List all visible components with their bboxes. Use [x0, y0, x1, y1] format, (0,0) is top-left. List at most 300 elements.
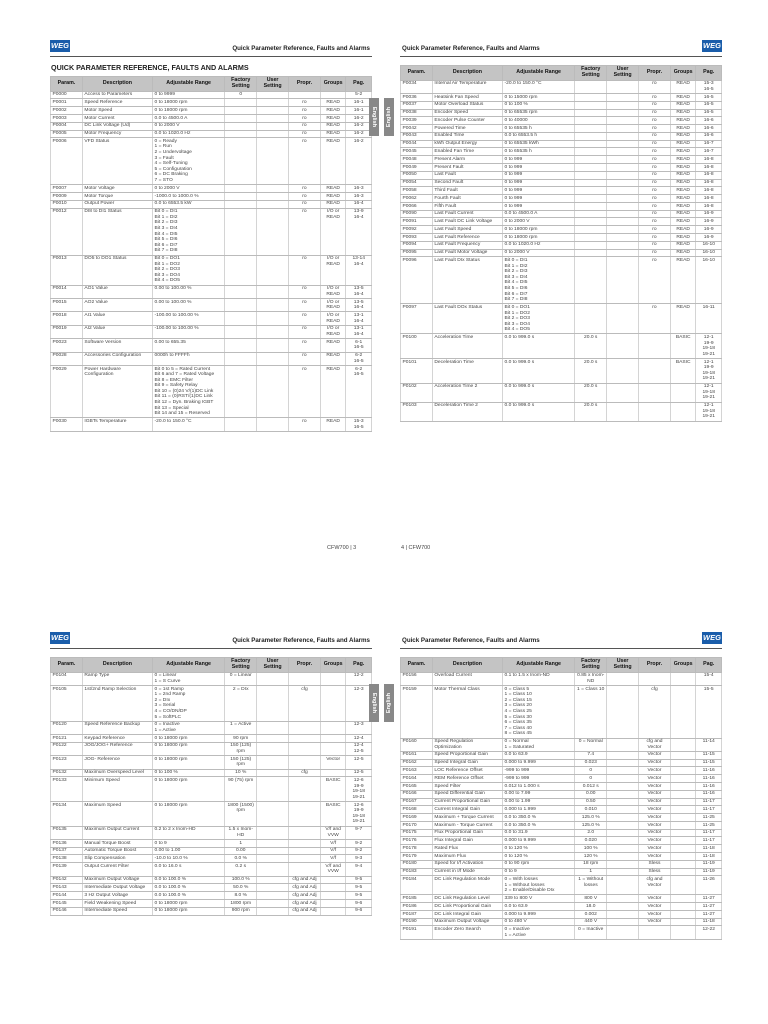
groups-cell: READ [670, 234, 696, 242]
factory-setting-cell: 0 = Inactive [575, 926, 607, 939]
property-cell: ro [289, 99, 321, 107]
param-cell: P0048 [401, 156, 433, 164]
factory-setting-cell [575, 195, 607, 203]
table-row [51, 138, 372, 185]
groups-cell: BASIC [670, 359, 696, 384]
page-ref-cell: 16-3 [346, 185, 372, 193]
factory-setting-cell: 440 V [575, 918, 607, 926]
parameter-table [50, 657, 372, 916]
range-cell: 0 to 9 [153, 839, 225, 847]
range-cell: 0 to 18000 rpm [153, 777, 225, 802]
page-ref-cell: 11-18 [696, 845, 722, 853]
param-cell: P0007 [51, 185, 83, 193]
description-cell: DO5 to DO1 Status [82, 255, 152, 285]
factory-setting-cell [575, 226, 607, 234]
user-setting-cell [257, 892, 289, 900]
table-row [51, 299, 372, 312]
description-cell: Output Power [82, 200, 152, 208]
page-ref-cell: 13-9 16-4 [346, 208, 372, 255]
param-cell: P0039 [401, 117, 433, 125]
description-cell: Deceleration Time 2 [432, 402, 502, 421]
property-cell [639, 359, 671, 384]
column-header: Description [82, 658, 152, 673]
table-row [401, 775, 722, 783]
description-cell: IGBTs Temperature [82, 418, 152, 431]
factory-setting-cell [225, 208, 257, 255]
page-ref-cell: 12-3 [346, 721, 372, 734]
param-cell: P0014 [51, 285, 83, 298]
factory-setting-cell: 2.0 [575, 829, 607, 837]
user-setting-cell [607, 790, 639, 798]
description-cell: Encoder Zero Search [432, 926, 502, 939]
param-cell: P0164 [401, 775, 433, 783]
range-cell: -20.0 to 150.0 °C [153, 418, 225, 431]
column-header: Propr. [289, 658, 321, 673]
property-cell: cfg and Vector [639, 738, 671, 751]
factory-setting-cell: 0 = Normal [575, 738, 607, 751]
param-cell: P0028 [51, 352, 83, 365]
factory-setting-cell: 90 rpm [225, 735, 257, 743]
groups-cell: READ [320, 200, 346, 208]
factory-setting-cell: 0.00 [225, 847, 257, 855]
page-ref-cell: 16-2 [346, 130, 372, 138]
english-tab-left [369, 684, 379, 722]
user-setting-cell [257, 312, 289, 325]
user-setting-cell [607, 845, 639, 853]
factory-setting-cell [225, 193, 257, 201]
table-row [51, 365, 372, 418]
table-row [401, 845, 722, 853]
description-cell: Present Alarm [432, 156, 502, 164]
property-cell [289, 672, 321, 685]
page-ref-cell: 16-3 [346, 193, 372, 201]
param-cell: P0105 [51, 685, 83, 721]
page-ref-cell: 11-18 [696, 918, 722, 926]
description-cell: Overload Current [432, 672, 502, 685]
property-cell: cfg [289, 769, 321, 777]
property-cell: Vector [639, 806, 671, 814]
groups-cell: READ [320, 99, 346, 107]
property-cell: ro [289, 114, 321, 122]
factory-setting-cell: 0.010 [575, 806, 607, 814]
table-row [51, 892, 372, 900]
user-setting-cell [257, 855, 289, 863]
user-setting-cell [607, 910, 639, 918]
user-setting-cell [607, 187, 639, 195]
parameter-table [400, 657, 722, 940]
description-cell: Maximum Overspeed Level [82, 769, 152, 777]
factory-setting-cell [575, 156, 607, 164]
user-setting-cell [607, 806, 639, 814]
range-cell: Bit 0 to 5 = Rated Current Bit 6 and 7 = Rated Voltage Bit 8 = EMC Filter Bit 9 = Safety Relay Bit 10 = (0)24 V/(1)DC Link Bit 11 = (0)RST/(1)DC Link Bit 12 = Dyn. Braking IGBT Bit 13 = Special Bit 14 and 15 = Reserved [153, 365, 225, 418]
table-row [401, 241, 722, 249]
description-cell: Maximum Speed [82, 801, 152, 826]
user-setting-cell [257, 91, 289, 99]
property-cell: ro [639, 125, 671, 133]
column-header: Factory Setting [575, 66, 607, 81]
page-ref-cell: 9-7 [346, 826, 372, 839]
property-cell: ro [639, 164, 671, 172]
param-cell: P0123 [51, 756, 83, 769]
groups-cell [670, 868, 696, 876]
factory-setting-cell: 0.012 s [575, 783, 607, 791]
manual-page-4 [400, 40, 722, 422]
groups-cell [670, 759, 696, 767]
groups-cell [670, 775, 696, 783]
groups-cell [670, 672, 696, 685]
range-cell: 0 to 480 V [503, 918, 575, 926]
description-cell: Power Hardware Configuration [82, 365, 152, 418]
description-cell: Accessories Configuration [82, 352, 152, 365]
user-setting-cell [607, 821, 639, 829]
param-cell: P0038 [401, 109, 433, 117]
page-ref-cell: 16-7 [696, 148, 722, 156]
description-cell: Motor Current [82, 114, 152, 122]
range-cell: -100.00 to 100.00 % [153, 325, 225, 338]
groups-cell [670, 790, 696, 798]
range-cell: 0 = Normal 1 = Saturated [503, 738, 575, 751]
description-cell: Manual Torque Boost [82, 839, 152, 847]
description-cell: Minimum Speed [82, 777, 152, 802]
factory-setting-cell: 0.50 [575, 798, 607, 806]
property-cell: ro [289, 130, 321, 138]
description-cell: Maximum Output Voltage [82, 876, 152, 884]
description-cell: Last Fault DC Link Voltage [432, 218, 502, 226]
page-ref-cell: 13-14 16-4 [346, 255, 372, 285]
property-cell: ro [289, 193, 321, 201]
factory-setting-cell: 0 = Linear [225, 672, 257, 685]
factory-setting-cell: 0.0 % [225, 855, 257, 863]
description-cell: Speed Reference [82, 99, 152, 107]
groups-cell: V/f [320, 839, 346, 847]
user-setting-cell [607, 783, 639, 791]
range-cell: 0 to 90 rpm [503, 860, 575, 868]
factory-setting-cell [575, 117, 607, 125]
manual-page-6 [400, 632, 722, 940]
groups-cell [670, 685, 696, 738]
property-cell: Vector [639, 918, 671, 926]
range-cell: 0.0 to 63.9 [503, 903, 575, 911]
page-ref-cell: 11-16 [696, 775, 722, 783]
range-cell: 0 to 65535 h [503, 148, 575, 156]
english-tab-right [384, 684, 394, 722]
page-ref-cell: 12-3 [346, 685, 372, 721]
range-cell: 0.00 to 100.00 % [153, 285, 225, 298]
groups-cell: READ [670, 148, 696, 156]
property-cell [639, 334, 671, 359]
table-row [401, 910, 722, 918]
property-cell [289, 91, 321, 99]
groups-cell [670, 783, 696, 791]
description-cell: AO2 Value [82, 299, 152, 312]
groups-cell: READ [320, 185, 346, 193]
range-cell: 0 = Linear 1 = S Curve [153, 672, 225, 685]
page-header [50, 40, 372, 57]
description-cell: JOG- Reference [82, 756, 152, 769]
table-row [401, 210, 722, 218]
param-cell: P0054 [401, 179, 433, 187]
range-cell: Bit 0 = DI1 Bit 1 = DI2 Bit 2 = DI3 Bit 3 = DI4 Bit 4 = DI5 Bit 5 = DI6 Bit 6 = DI7 Bit 7 = DI8 [153, 208, 225, 255]
description-cell: Speed Filter [432, 783, 502, 791]
tab-label: English [386, 106, 392, 128]
groups-cell [320, 876, 346, 884]
param-cell: P0013 [51, 255, 83, 285]
user-setting-cell [257, 114, 289, 122]
user-setting-cell [257, 672, 289, 685]
range-cell: 0.0 to 350.0 % [503, 814, 575, 822]
range-cell: 0 to 18000 rpm [153, 756, 225, 769]
groups-cell [320, 742, 346, 755]
page-ref-cell: 11-19 [696, 860, 722, 868]
page-ref-cell: 16-11 [696, 304, 722, 334]
property-cell: ro [639, 132, 671, 140]
param-cell: P0191 [401, 926, 433, 939]
description-cell: kWh Output Energy [432, 140, 502, 148]
table-row [51, 721, 372, 734]
range-cell: 0.0 to 350.0 % [503, 821, 575, 829]
range-cell: 0 to 999 [503, 164, 575, 172]
page-ref-cell: 12-6 19-9 19-18 19-21 [346, 777, 372, 802]
page-ref-cell: 16-9 [696, 226, 722, 234]
english-tab-right [384, 98, 394, 136]
param-cell: P0136 [51, 839, 83, 847]
param-cell: P0135 [51, 826, 83, 839]
table-row [401, 202, 722, 210]
description-cell: Speed Proportional Gain [432, 751, 502, 759]
range-cell: 0 = 1st Ramp 1 = 2nd Ramp 2 = DIx 3 = Serial 4 = CO/DN/DP 5 = SoftPLC [153, 685, 225, 721]
groups-cell: READ [670, 117, 696, 125]
description-cell: Field Weakening Speed [82, 899, 152, 907]
page-ref-cell: 12-4 [346, 735, 372, 743]
description-cell: Encoder Pulse Counter [432, 117, 502, 125]
groups-cell: BASIC [320, 777, 346, 802]
range-cell: -20.0 to 150.0 °C [503, 80, 575, 93]
factory-setting-cell [575, 109, 607, 117]
param-cell: P0122 [51, 742, 83, 755]
property-cell [289, 721, 321, 734]
user-setting-cell [607, 195, 639, 203]
page-ref-cell: 6-2 16-5 [346, 352, 372, 365]
groups-cell: READ [320, 107, 346, 115]
range-cell: 0 to 18000 rpm [153, 735, 225, 743]
description-cell: Enabled Fan Time [432, 148, 502, 156]
factory-setting-cell [225, 365, 257, 418]
range-cell: 0 to 18000 rpm [153, 801, 225, 826]
range-cell: 0 to 2000 V [153, 122, 225, 130]
param-cell: P0186 [401, 903, 433, 911]
property-cell [639, 672, 671, 685]
description-cell: Motor Frequency [82, 130, 152, 138]
param-cell: P0176 [401, 837, 433, 845]
page-ref-cell: 11-16 [696, 783, 722, 791]
page-ref-cell: 11-27 [696, 903, 722, 911]
range-cell: 0 = Inactive 1 = Active [153, 721, 225, 734]
page-ref-cell: 13-1 16-4 [346, 312, 372, 325]
user-setting-cell [607, 926, 639, 939]
column-header: User Setting [257, 658, 289, 673]
param-cell: P0160 [401, 738, 433, 751]
property-cell: cfg and Adj [289, 884, 321, 892]
property-cell: ro [639, 179, 671, 187]
param-cell: P0161 [401, 751, 433, 759]
param-cell: P0185 [401, 895, 433, 903]
range-cell: 339 to 800 V [503, 895, 575, 903]
table-row [401, 140, 722, 148]
page-ref-cell: 16-8 [696, 164, 722, 172]
user-setting-cell [257, 130, 289, 138]
page-ref-cell: 11-25 [696, 821, 722, 829]
page-ref-cell: 16-2 [346, 138, 372, 185]
page-ref-cell: 9-5 [346, 892, 372, 900]
table-row [401, 109, 722, 117]
column-header: Propr. [289, 77, 321, 92]
property-cell: ro [639, 171, 671, 179]
range-cell: 0.00 to 7.99 [503, 790, 575, 798]
property-cell: ro [639, 187, 671, 195]
table-row [51, 777, 372, 802]
property-cell: ro [639, 117, 671, 125]
property-cell [639, 926, 671, 939]
description-cell: Second Fault [432, 179, 502, 187]
description-cell: DI8 to DI1 Status [82, 208, 152, 255]
range-cell: 0 to 18000 rpm [503, 234, 575, 242]
groups-cell [320, 672, 346, 685]
user-setting-cell [607, 226, 639, 234]
factory-setting-cell: 100 % [575, 845, 607, 853]
property-cell: ro [639, 218, 671, 226]
factory-setting-cell [225, 114, 257, 122]
factory-setting-cell: 20.0 s [575, 383, 607, 402]
groups-cell: I/O or READ [320, 325, 346, 338]
property-cell [289, 742, 321, 755]
factory-setting-cell: 0.00 [575, 790, 607, 798]
groups-cell: READ [670, 187, 696, 195]
property-cell: ro [289, 107, 321, 115]
groups-cell [670, 853, 696, 861]
description-cell: Last Fault DIx Status [432, 257, 502, 304]
description-cell: Enabled Time [432, 132, 502, 140]
table-row [401, 187, 722, 195]
range-cell: 0 to 999 [503, 195, 575, 203]
page-ref-cell: 11-27 [696, 895, 722, 903]
description-cell: Acceleration Time 2 [432, 383, 502, 402]
factory-setting-cell [575, 171, 607, 179]
param-cell: P0062 [401, 195, 433, 203]
groups-cell [670, 837, 696, 845]
table-row [51, 200, 372, 208]
description-cell: Motor Torque [82, 193, 152, 201]
description-cell: Deceleration Time [432, 359, 502, 384]
factory-setting-cell: 20.0 s [575, 359, 607, 384]
description-cell: Maximum - Torque Current [432, 821, 502, 829]
property-cell: ro [639, 241, 671, 249]
column-header: Description [82, 77, 152, 92]
user-setting-cell [607, 798, 639, 806]
range-cell: 0 to 9999 [153, 91, 225, 99]
param-cell: P0049 [401, 164, 433, 172]
factory-setting-cell: 1 = Without losses [575, 876, 607, 895]
factory-setting-cell [575, 101, 607, 109]
range-cell: 0 = Class 5 1 = Class 10 2 = Class 15 3 = Class 20 4 = Class 25 5 = Class 30 6 = Class 35 7 = Class 40 8 = Class 45 [503, 685, 575, 738]
groups-cell: READ [670, 80, 696, 93]
factory-setting-cell: 0.020 [575, 837, 607, 845]
param-cell: P0102 [401, 383, 433, 402]
property-cell: Vector [639, 751, 671, 759]
param-cell: P0000 [51, 91, 83, 99]
range-cell: 0 to 999 [503, 156, 575, 164]
factory-setting-cell: 0.002 [575, 910, 607, 918]
range-cell: -999 to 999 [503, 767, 575, 775]
param-cell: P0043 [401, 132, 433, 140]
tab-label: English [371, 106, 377, 128]
groups-cell [670, 860, 696, 868]
description-cell: Last Fault [432, 171, 502, 179]
table-row [401, 359, 722, 384]
property-cell: ro [639, 304, 671, 334]
range-cell: 0 to 18000 rpm [153, 99, 225, 107]
description-cell: DC Link Proportional Gain [432, 903, 502, 911]
range-cell: 0 to 15000 rpm [503, 93, 575, 101]
page-ref-cell: 11-16 [696, 790, 722, 798]
param-cell: P0009 [51, 193, 83, 201]
user-setting-cell [257, 325, 289, 338]
groups-cell [670, 918, 696, 926]
range-cell: 0.000 to 9.999 [503, 837, 575, 845]
factory-setting-cell [575, 304, 607, 334]
table-row [51, 847, 372, 855]
page-ref-cell: 11-16 [696, 767, 722, 775]
user-setting-cell [257, 418, 289, 431]
param-cell: P0003 [51, 114, 83, 122]
groups-cell: BASIC [320, 801, 346, 826]
param-cell: P0094 [401, 241, 433, 249]
param-cell: P0044 [401, 140, 433, 148]
param-cell: P0187 [401, 910, 433, 918]
description-cell: Current in I/f Mode [432, 868, 502, 876]
description-cell: Motor Overload Status [432, 101, 502, 109]
groups-cell: READ [670, 125, 696, 133]
user-setting-cell [257, 756, 289, 769]
range-cell: -1000.0 to 1000.0 % [153, 193, 225, 201]
range-cell: 0.0 to 1020.0 Hz [503, 241, 575, 249]
table-row [51, 285, 372, 298]
description-cell: Keypad Reference [82, 735, 152, 743]
param-cell: P0145 [51, 899, 83, 907]
range-cell: 0.0 to 100.0 % [153, 876, 225, 884]
factory-setting-cell: 150 (125) rpm [225, 756, 257, 769]
range-cell: 0 to 100 % [503, 101, 575, 109]
page-ref-cell: 11-17 [696, 837, 722, 845]
property-cell: Vector [639, 767, 671, 775]
description-cell: DC Link Regulation Mode [432, 876, 502, 895]
table-row [401, 860, 722, 868]
description-cell: Last Fault DOx Status [432, 304, 502, 334]
description-cell: 3 Hz Output Voltage [82, 892, 152, 900]
table-row [51, 769, 372, 777]
user-setting-cell [257, 735, 289, 743]
page-ref-cell: 9-5 [346, 876, 372, 884]
page-ref-cell: 13-1 16-4 [346, 325, 372, 338]
user-setting-cell [257, 339, 289, 352]
description-cell: Acceleration Time [432, 334, 502, 359]
column-header: User Setting [607, 658, 639, 673]
table-row [51, 884, 372, 892]
page-ref-cell: 16-8 [696, 156, 722, 164]
user-setting-cell [607, 767, 639, 775]
page-ref-cell: 12-22 [696, 926, 722, 939]
table-row [51, 255, 372, 285]
factory-setting-cell [575, 210, 607, 218]
